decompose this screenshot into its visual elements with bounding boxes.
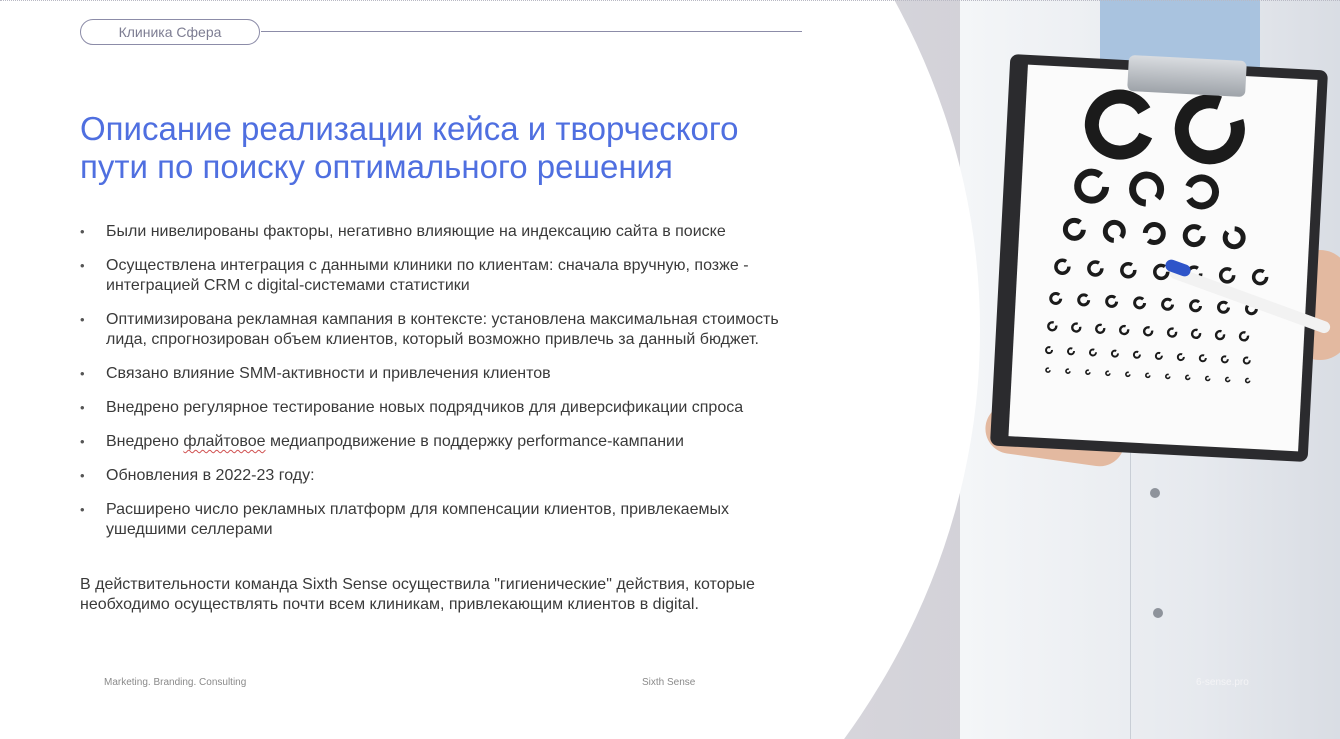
bullet-item: • Расширено число рекламных платформ для компенсации клиентов, привлекаемых ушедшими селлерами — [80, 500, 800, 540]
eye-chart-graphic — [1008, 65, 1317, 452]
bullet-text: медиапродвижение в поддержку performance-кампании — [265, 433, 684, 450]
eye-chart-icon — [1008, 65, 1317, 452]
top-border — [0, 0, 1340, 1]
coat-button — [1150, 488, 1160, 498]
footer-company: Sixth Sense — [642, 677, 696, 688]
bullet-item: • Обновления в 2022-23 году: — [80, 466, 800, 486]
bullet-item — [80, 432, 800, 452]
client-pill: Клиника Сфера — [80, 19, 260, 45]
bullet-item: • Связано влияние SMM-активности и привлечения клиентов — [80, 364, 800, 384]
bullet-item: • Осуществлена интеграция с данными клиники по клиентам: сначала вручную, позже - интеграцией CRM с digital-системами статистики — [80, 256, 800, 296]
slide-title: Описание реализации кейса и творческого пути по поиску оптимального решения — [80, 110, 739, 185]
clipboard-clip — [1127, 55, 1247, 97]
bullet-item: • Оптимизирована рекламная кампания в контексте: установлена максимальная стоимость лида, спрогнозирован объем клиентов, который возможно привлечь за данный бюджет. — [80, 310, 800, 350]
spellcheck-word: флайтовое — [183, 433, 266, 450]
bullet-item: • Внедрено регулярное тестирование новых подрядчиков для диверсификации спроса — [80, 398, 800, 418]
bullet-item: • Были нивелированы факторы, негативно влияющие на индексацию сайта в поиске — [80, 222, 800, 242]
summary-paragraph: В действительности команда Sixth Sense осуществила "гигиенические" действия, которые необходимо осуществлять почти всем клиникам, привлекающим клиентов в digital. — [80, 576, 755, 613]
bullet-text: Внедрено — [106, 433, 184, 450]
footer-website: 6-sense.pro — [1196, 677, 1249, 688]
footer-tagline: Marketing. Branding. Consulting — [104, 677, 247, 688]
bullet-list — [80, 222, 800, 554]
coat-button — [1153, 608, 1163, 618]
header-divider — [261, 31, 802, 32]
